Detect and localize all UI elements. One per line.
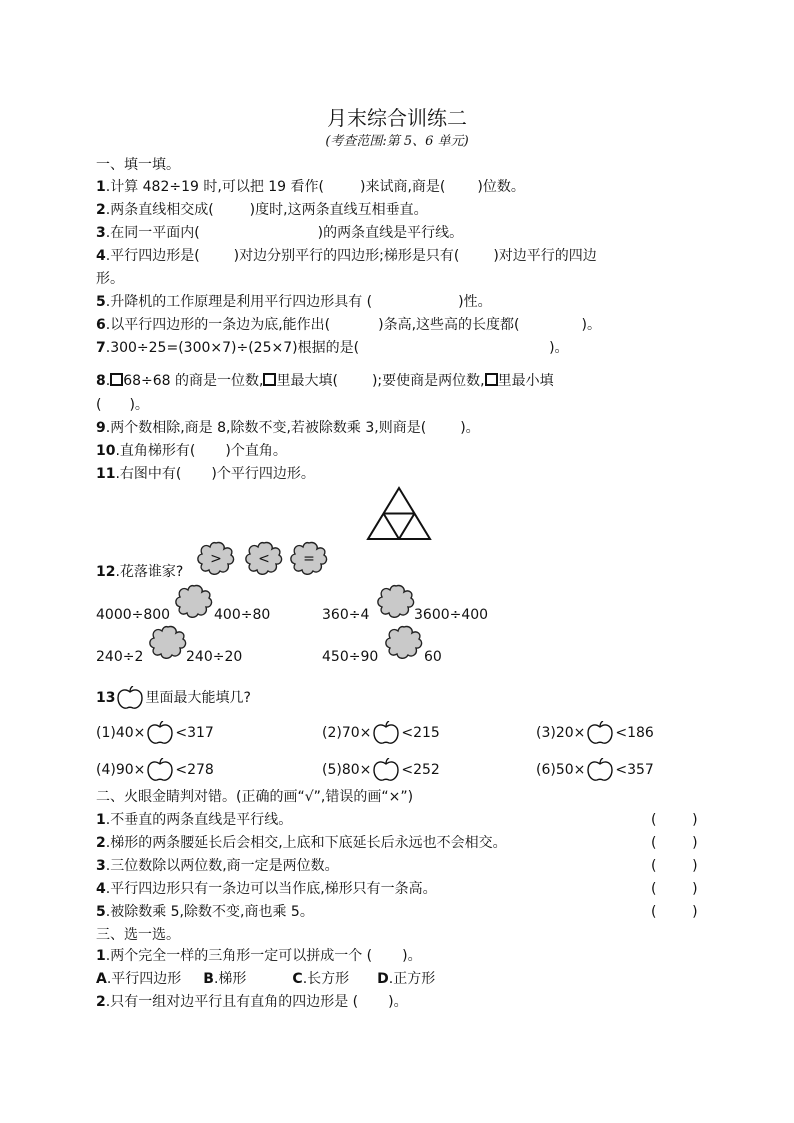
question-text: )个直角。: [225, 443, 287, 459]
empty-flower-icon: [376, 583, 416, 619]
expr-1: 4000÷800: [96, 607, 171, 623]
question-number: 1: [96, 179, 106, 195]
answer-bracket[interactable]: ( ): [651, 858, 698, 874]
triangle-figure: [366, 486, 432, 541]
question-9: [96, 419, 480, 437]
question-text: )性。: [458, 294, 492, 310]
question-number: 12: [96, 564, 116, 580]
expr-6: 240÷20: [186, 649, 243, 665]
question-8-continued: [96, 396, 149, 414]
item-label: (4)90×: [96, 762, 146, 778]
expr-2: 400÷80: [214, 607, 271, 623]
question-text: 里面最大能填几?: [145, 690, 251, 706]
item-label: (5)80×: [322, 762, 372, 778]
item-label: (2)70×: [322, 725, 372, 741]
option-letter: B: [203, 971, 214, 987]
item-text: <186: [615, 725, 654, 741]
apple-icon: [371, 758, 401, 782]
page-title: 月末综合训练二: [327, 106, 467, 130]
question-number: 3: [96, 858, 106, 874]
answer-bracket[interactable]: ( ): [651, 835, 698, 851]
blank-square-icon: [485, 373, 498, 386]
judge-item-5: [96, 903, 314, 921]
flower-less-icon: [244, 540, 284, 576]
expr-5: 240÷2: [96, 649, 144, 665]
choice-options: [96, 970, 435, 988]
flower-greater-icon: [196, 540, 236, 576]
question-text: )。: [129, 397, 149, 413]
question-number: 5: [96, 904, 106, 920]
question-number: 11: [96, 466, 116, 482]
q13-item-6: [536, 755, 654, 785]
empty-flower-icon: [148, 624, 188, 660]
answer-bracket[interactable]: ( ): [651, 812, 698, 828]
question-text: )。: [581, 317, 601, 333]
judge-item-4: [96, 880, 437, 898]
question-text: .梯形的两条腰延长后会相交,上底和下底延长后永远也不会相交。: [105, 835, 507, 851]
question-5: [96, 293, 492, 311]
symbol-label: >: [210, 551, 222, 567]
question-1: [96, 178, 525, 196]
blank-square-icon: [110, 373, 123, 386]
question-text: )。: [388, 994, 408, 1010]
question-number: 8: [96, 373, 106, 389]
question-text: .计算 482÷19 时,可以把 19 看作(: [105, 179, 324, 195]
question-text: .在同一平面内(: [105, 225, 200, 241]
question-text: .直角梯形有(: [115, 443, 196, 459]
question-6: [96, 316, 601, 334]
question-10: [96, 442, 287, 460]
question-3: [96, 224, 463, 242]
item-label: (3)20×: [536, 725, 586, 741]
judge-item-1: [96, 811, 292, 829]
section-1-heading: 一、填一填。: [96, 157, 180, 173]
question-text: .不垂直的两条直线是平行线。: [105, 812, 293, 828]
flower-equal-icon: [289, 540, 329, 576]
question-text: )。: [402, 948, 422, 964]
item-label: (1)40×: [96, 725, 146, 741]
expr-8: 60: [424, 649, 442, 665]
question-4-continued: 形。: [96, 271, 124, 287]
question-4: [96, 247, 597, 265]
apple-icon: [145, 758, 175, 782]
question-text: .被除数乘 5,除数不变,商也乘 5。: [105, 904, 314, 920]
question-12: [96, 563, 183, 581]
option-text: .平行四边形: [106, 971, 182, 987]
symbol-label: <: [258, 551, 270, 567]
question-number: 7: [96, 340, 106, 356]
question-text: .平行四边形只有一条边可以当作底,梯形只有一条高。: [105, 881, 437, 897]
section-3-heading: 三、选一选。: [96, 927, 180, 943]
question-number: 4: [96, 248, 106, 264]
question-11: [96, 465, 315, 483]
question-text: .三位数除以两位数,商一定是两位数。: [105, 858, 339, 874]
question-text: .右图中有(: [115, 466, 182, 482]
question-7: [96, 339, 569, 357]
question-number: 2: [96, 835, 106, 851]
question-number: 1: [96, 948, 106, 964]
question-8: 8. 68÷68 的商是一位数, 里最大填( );要使商是两位数, 里最小填: [96, 373, 554, 389]
blank-square-icon: [263, 373, 276, 386]
q13-item-3: [536, 718, 654, 748]
expr-3: 360÷4: [322, 607, 370, 623]
question-text: )对边分别平行的四边形;梯形是只有(: [233, 248, 460, 264]
question-number: 1: [96, 812, 106, 828]
question-number: 4: [96, 881, 106, 897]
question-text: (: [96, 397, 102, 413]
question-13: [96, 683, 251, 713]
choice-question-1: [96, 947, 422, 965]
apple-icon: [115, 686, 145, 710]
item-label: (6)50×: [536, 762, 586, 778]
item-text: <215: [401, 725, 440, 741]
question-text: 里最小填: [497, 373, 554, 389]
option-letter: D: [377, 971, 389, 987]
question-number: 9: [96, 420, 106, 436]
expr-7: 450÷90: [322, 649, 379, 665]
question-number: 5: [96, 294, 106, 310]
option-text: .梯形: [213, 971, 247, 987]
question-text: )位数。: [477, 179, 525, 195]
question-2: [96, 201, 428, 219]
question-text: )。: [460, 420, 480, 436]
apple-icon: [585, 758, 615, 782]
symbol-label: =: [303, 551, 315, 567]
judge-item-3: [96, 857, 339, 875]
question-text: .平行四边形是(: [105, 248, 200, 264]
item-text: <278: [175, 762, 214, 778]
q13-item-1: [96, 718, 214, 748]
question-number: 6: [96, 317, 106, 333]
question-text: )。: [549, 340, 569, 356]
option-text: .长方形: [302, 971, 350, 987]
question-text: )来试商,商是(: [360, 179, 446, 195]
answer-bracket[interactable]: ( ): [651, 904, 698, 920]
question-text: .两个完全一样的三角形一定可以拼成一个 (: [105, 948, 373, 964]
question-number: 13: [96, 690, 116, 706]
page-subtitle: (考查范围:第 5、6 单元): [325, 134, 469, 149]
q13-item-5: [322, 755, 440, 785]
option-text: .正方形: [388, 971, 436, 987]
question-number: 2: [96, 202, 106, 218]
q13-item-2: [322, 718, 440, 748]
option-letter: C: [292, 971, 303, 987]
option-letter: A: [96, 971, 107, 987]
judge-item-2: [96, 834, 507, 852]
question-number: 3: [96, 225, 106, 241]
question-text: .花落谁家?: [115, 564, 184, 580]
question-text: .升降机的工作原理是利用平行四边形具有 (: [105, 294, 373, 310]
question-number: 10: [96, 443, 116, 459]
choice-question-2: [96, 993, 408, 1011]
item-text: <252: [401, 762, 440, 778]
item-text: <317: [175, 725, 214, 741]
question-text: )条高,这些高的长度都(: [378, 317, 520, 333]
question-text: 68÷68 的商是一位数,: [123, 373, 264, 389]
question-text: .以平行四边形的一条边为底,能作出(: [105, 317, 331, 333]
question-text: .两个数相除,商是 8,除数不变,若被除数乘 3,则商是(: [105, 420, 427, 436]
expr-4: 3600÷400: [414, 607, 489, 623]
question-text: .300÷25=(300×7)÷(25×7)根据的是(: [105, 340, 360, 356]
empty-flower-icon: [174, 583, 214, 619]
question-text: )对边平行的四边: [493, 248, 597, 264]
q13-item-4: [96, 755, 214, 785]
answer-bracket[interactable]: ( ): [651, 881, 698, 897]
question-text: )度时,这两条直线互相垂直。: [249, 202, 428, 218]
question-text: )个平行四边形。: [211, 466, 315, 482]
question-text: )的两条直线是平行线。: [317, 225, 464, 241]
apple-icon: [145, 721, 175, 745]
apple-icon: [585, 721, 615, 745]
question-text: .只有一组对边平行且有直角的四边形是 (: [105, 994, 359, 1010]
question-text: 里最大填(: [276, 373, 338, 389]
question-text: .两条直线相交成(: [105, 202, 214, 218]
empty-flower-icon: [384, 624, 424, 660]
question-text: );要使商是两位数,: [371, 373, 485, 389]
section-2-heading: 二、火眼金睛判对错。(正确的画“√”,错误的画“×”): [96, 789, 414, 805]
item-text: <357: [615, 762, 654, 778]
question-number: 2: [96, 994, 106, 1010]
apple-icon: [371, 721, 401, 745]
